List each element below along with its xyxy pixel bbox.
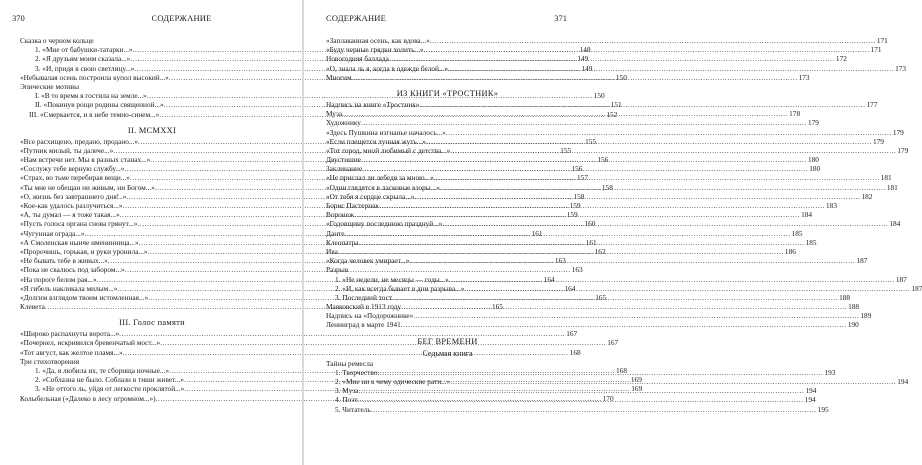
section-title: III. Голос памяти — [119, 318, 185, 328]
dot-leader — [401, 302, 847, 311]
dot-leader — [449, 275, 895, 284]
toc-entry-page: 148 — [579, 45, 591, 55]
toc-entry-page: 155 — [560, 145, 572, 155]
toc-entry-title: 1. Творчество — [335, 367, 378, 377]
toc-entry-title: 3. «Не оттого ль, уйдя от легкости проклятой...» — [35, 384, 185, 394]
toc-entry-page: 194 — [804, 395, 816, 405]
toc-entry-page: 184 — [801, 210, 813, 220]
toc-entry-title: Воронеж — [326, 210, 354, 220]
toc-entry — [326, 118, 819, 128]
toc-entry-title: «Ты мне не обещан ни живым, ни Богом...» — [20, 182, 155, 192]
toc-entry-title: Маяковский в 1913 году — [326, 302, 402, 312]
toc-entry-title: Данте — [326, 228, 345, 238]
toc-entry-page: 168 — [569, 347, 581, 357]
dot-leader — [414, 192, 860, 201]
toc-entry-title: «А, ты думал — я тоже такая...» — [20, 210, 120, 220]
dot-leader — [338, 247, 784, 256]
toc-entry-title: «А Смоленская нынче именинница...» — [20, 237, 139, 247]
toc-entry-title: Художнику — [326, 118, 361, 128]
toc-entry — [326, 228, 803, 238]
toc-entry-title: Клевета — [20, 302, 45, 312]
toc-entry-title: 2. «И, как всегда бывает в дни разрыва...» — [335, 283, 465, 293]
toc-entry-page: 170 — [602, 393, 614, 403]
toc-entry-page: 173 — [895, 63, 907, 73]
toc-entry-page: 161 — [585, 237, 597, 247]
toc-entry-page: 155 — [585, 136, 597, 146]
toc-entry — [20, 329, 578, 339]
toc-entry-page: 194 — [805, 386, 817, 396]
dot-leader — [446, 128, 892, 137]
toc-entry — [326, 36, 888, 45]
toc-entry-page: 187 — [911, 283, 922, 293]
dot-leader — [442, 219, 888, 228]
toc-entry-page: 152 — [606, 109, 618, 119]
toc-group-heading — [20, 36, 284, 45]
section-title: БЕГ ВРЕМЕНИ — [417, 336, 478, 346]
toc-entry-page: 181 — [886, 182, 898, 192]
toc-entry-title: «О, жизнь без завтрашнего дня!..» — [20, 191, 127, 201]
toc-entry-title: Заклинание — [326, 164, 363, 174]
toc-entry-title: «Тот город, мной любимый с детства...» — [326, 145, 451, 155]
section-title: ИЗ КНИГИ «ТРОСТНИК» — [396, 88, 499, 98]
toc-entry-page: 193 — [824, 367, 836, 377]
toc-entry-title: «Пророчишь, горькая, и руки уронила...» — [20, 246, 148, 256]
toc-entry — [326, 256, 868, 266]
toc-entry-title: 3. Последний тост — [335, 292, 393, 302]
toc-entry-title: «Путник милый, ты далече...» — [20, 145, 114, 155]
toc-group-heading — [20, 82, 284, 91]
toc-entry-page: 188 — [848, 302, 860, 312]
toc-entry-title: «Все расхищено, предано, продано...» — [20, 136, 139, 146]
dot-leader — [464, 284, 910, 293]
toc-entry-title: «О, знала ль я, когда в одежде белой...» — [326, 63, 449, 73]
dot-leader — [377, 368, 823, 377]
dot-leader — [352, 73, 798, 82]
toc-entry-page: 169 — [630, 375, 642, 385]
running-header: СОДЕРЖАНИЕ — [326, 13, 387, 23]
toc-entry-title: «Здесь Пушкина изгнанье началось...» — [326, 127, 446, 137]
toc-entry-page: 195 — [817, 404, 829, 414]
toc-entry-title: «Пусть голоса органа снова грянут...» — [20, 219, 138, 229]
toc-group-heading — [20, 357, 284, 366]
toc-entry-title: «Широко распахнуты ворота...» — [20, 329, 120, 339]
toc-entry-page: 178 — [789, 109, 801, 119]
toc-entry-page: 172 — [835, 54, 847, 64]
toc-entry-page: 179 — [872, 136, 884, 146]
toc-entry-page: 179 — [808, 118, 819, 128]
toc-entry-page: 162 — [594, 246, 606, 256]
toc-entry — [326, 145, 909, 155]
page-number: 371 — [554, 13, 567, 23]
dot-leader — [361, 118, 807, 127]
toc-entry-title: Три стихотворения — [20, 356, 80, 366]
toc-entry-title: «Кое-как удалось разлучиться...» — [20, 201, 123, 210]
toc-entry-page: 180 — [807, 155, 819, 165]
toc-entry-title: 5. Читатель — [335, 404, 371, 414]
dot-leader — [450, 377, 896, 386]
toc-entry-title: Колыбельная («Далеко в лесу огромном...») — [20, 393, 156, 403]
dot-leader — [371, 405, 817, 414]
toc-entry-title: «Не бывать тебе в живых...» — [20, 256, 108, 266]
dot-leader — [361, 155, 807, 164]
toc-entry-title: «Заплаканная осень, как вдова...» — [326, 36, 430, 45]
toc-entry-page: 183 — [826, 201, 837, 210]
toc-entry-page: 149 — [577, 54, 589, 64]
dot-leader — [345, 229, 791, 238]
toc-entry — [326, 274, 907, 284]
toc-entry-title: Разрыв — [326, 265, 349, 275]
dot-leader — [389, 54, 835, 63]
toc-entry-page: 188 — [839, 292, 851, 302]
toc-entry-title: 2. «Соблазна не было. Соблазн в тиши живет...» — [35, 375, 184, 385]
toc-entry-page: 190 — [847, 320, 859, 330]
toc-entry-title: «Буду черные грядки холить...» — [326, 45, 424, 55]
toc-entry — [326, 404, 829, 414]
toc-entry-page: 163 — [571, 265, 583, 275]
toc-entry-title: Надпись на «Подорожнике» — [326, 311, 414, 321]
dot-leader — [354, 210, 800, 219]
toc-entry-title: Тайны ремесла — [326, 358, 374, 368]
toc-entry-page: 158 — [601, 182, 613, 192]
toc-entry-title: I. «В то время я гостила на земле...» — [35, 91, 147, 101]
toc-entry-page: 173 — [798, 72, 810, 82]
toc-group-heading — [326, 265, 569, 274]
dot-leader — [379, 201, 825, 210]
toc-entry-title: «Если плещется лунная жуть...» — [326, 136, 426, 146]
toc-entry-title: «Долгим взглядом твоим истомленная...» — [20, 292, 149, 302]
toc-entry — [326, 320, 859, 330]
toc-entry-title: Муза — [326, 109, 343, 119]
running-header: СОДЕРЖАНИЕ — [151, 13, 212, 23]
toc-entry-page: 167 — [607, 338, 619, 348]
toc-entry-title: 2. «Мне ни к чему одические рати...» — [335, 377, 451, 386]
dot-leader — [359, 238, 805, 247]
toc-entry — [326, 127, 904, 137]
toc-entry-page: 149 — [581, 63, 593, 73]
toc-entry-title: Ленинград в марте 1941 — [326, 320, 401, 330]
toc-entry-title: Двустишие — [326, 155, 361, 165]
dot-leader — [413, 311, 859, 320]
toc-entry-title: «На пороге белом рая...» — [20, 274, 97, 284]
toc-entry-page: 194 — [897, 377, 909, 386]
dot-leader — [358, 386, 804, 395]
toc-group-heading — [326, 359, 569, 368]
page-number: 370 — [12, 13, 25, 23]
section-subtitle: Седьмая книга — [422, 348, 473, 358]
toc-entry-title: II. «Покинув рощи родины священной...» — [35, 100, 164, 110]
dot-leader — [401, 320, 847, 329]
toc-entry-title: «Почернел, искривился бревенчатый мост...» — [20, 338, 161, 348]
toc-entry-page: 187 — [856, 256, 868, 266]
dot-leader — [426, 137, 872, 146]
dot-leader — [362, 164, 808, 173]
dot-leader — [440, 183, 886, 192]
toc-entry-page: 150 — [615, 72, 627, 82]
toc-entry-page: 171 — [876, 36, 888, 45]
toc-entry-page: 164 — [543, 274, 555, 284]
toc-entry-title: «Я гибель накликала милым...» — [20, 283, 118, 293]
dot-leader — [392, 293, 838, 302]
toc-entry-title: «Годовщину последнюю празднуй...» — [326, 219, 443, 229]
toc-entry-title: «Одни глядятся в ласковые взоры...» — [326, 182, 440, 192]
toc-entry-title: «Сослужу тебе верную службу...» — [20, 164, 125, 174]
dot-leader — [450, 146, 896, 155]
dot-leader — [430, 36, 876, 45]
toc-entry-page: 159 — [569, 201, 581, 210]
dot-leader — [358, 395, 804, 404]
toc-entry-title: «Пока не свалюсь под забором...» — [20, 265, 125, 275]
toc-entry-page: 182 — [861, 191, 873, 201]
toc-entry-title: Борис Пастернак — [326, 201, 379, 210]
dot-leader — [434, 173, 880, 182]
toc-entry-title: «Не прислал ли лебедя за мною...» — [326, 173, 434, 183]
dot-leader — [409, 256, 855, 265]
dot-leader — [448, 64, 894, 73]
toc-entry-page: 164 — [564, 283, 576, 293]
toc-entry-title: «От тебя я сердце скрыла...» — [326, 191, 415, 201]
toc-entry-title: Клеопатра — [326, 237, 359, 247]
toc-entry-page: 186 — [784, 246, 796, 256]
toc-entry — [326, 302, 860, 312]
toc-entry-title: 1. «Мне от бабушки-татарки...» — [35, 45, 133, 55]
toc-entry-page: 185 — [791, 228, 803, 238]
toc-entry-page: 171 — [870, 45, 882, 55]
toc-entry-page: 156 — [571, 164, 583, 174]
toc-entry-title: 1. «Да, я любила их, те сборища ночные...» — [35, 366, 169, 375]
toc-entry-page: 165 — [595, 292, 607, 302]
toc-entry-title: Многим — [326, 72, 352, 82]
toc-entry-title: «Когда человек умирает...» — [326, 256, 410, 266]
toc-entry-page: 169 — [631, 384, 643, 394]
toc-entry-page: 151 — [610, 100, 622, 110]
toc-entry — [326, 311, 872, 321]
toc-entry-title: 2. «Я друзьям моим сказала...» — [35, 54, 131, 64]
toc-entry-page: 159 — [566, 210, 578, 220]
dot-leader — [424, 45, 870, 54]
toc-entry-title: III. «Смеркается, и в небе темно-синем...» — [29, 109, 160, 119]
toc-entry-title: «Чугунная ограда...» — [20, 228, 85, 238]
toc-entry-page: 187 — [895, 274, 907, 284]
toc-entry-page: 179 — [892, 127, 904, 137]
toc-entry-page: 168 — [616, 366, 627, 375]
toc-entry-title: Надпись на книге «Тростник» — [326, 99, 420, 109]
toc-entry-title: 1. «Не недели, не месяцы — годы...» — [335, 274, 449, 284]
toc-entry-title: «Страх, во тьме перебирая вещи...» — [20, 173, 130, 183]
toc-entry-page: 161 — [531, 228, 543, 238]
toc-entry-page: 177 — [866, 99, 878, 109]
toc-entry-page: 150 — [593, 91, 605, 101]
toc-entry-title: Сказка о черном кольце — [20, 36, 94, 45]
toc-entry-title: Новогодняя баллада — [326, 54, 389, 64]
toc-entry-page: 184 — [889, 219, 901, 229]
toc-entry-page: 179 — [897, 145, 909, 155]
toc-entry-page: 156 — [597, 155, 609, 165]
dot-leader — [419, 100, 865, 109]
toc-entry-title: «Тот август, как желтое пламя...» — [20, 347, 123, 357]
toc-entry-title: «Небывалая осень построила купол высокий...» — [20, 72, 169, 82]
toc-entry-page: 181 — [880, 173, 892, 183]
toc-entry-page: 165 — [491, 302, 503, 312]
toc-entry-page: 185 — [805, 237, 817, 247]
toc-entry-page: 189 — [860, 311, 872, 321]
toc-entry-page: 158 — [573, 191, 585, 201]
toc-entry-title: Эпические мотивы — [20, 81, 80, 91]
toc-entry-title: 4. Поэт — [335, 395, 358, 405]
toc-entry-page: 157 — [577, 173, 588, 183]
toc-entry-title: 3. Муза — [335, 386, 359, 396]
toc-entry-title: 3. «И, придя в свою светлицу...» — [35, 63, 135, 73]
toc-entry-title: Ива — [326, 246, 338, 256]
section-title: II. MCMXXI — [127, 125, 177, 135]
toc-entry-page: 167 — [566, 329, 578, 339]
toc-entry-title: «Нам встречи нет. Мы в разных станах...» — [20, 155, 151, 165]
toc-entry-page: 160 — [584, 219, 596, 229]
toc-entry-page: 163 — [554, 256, 566, 266]
toc-entry-page: 180 — [809, 164, 821, 174]
dot-leader — [342, 109, 788, 118]
